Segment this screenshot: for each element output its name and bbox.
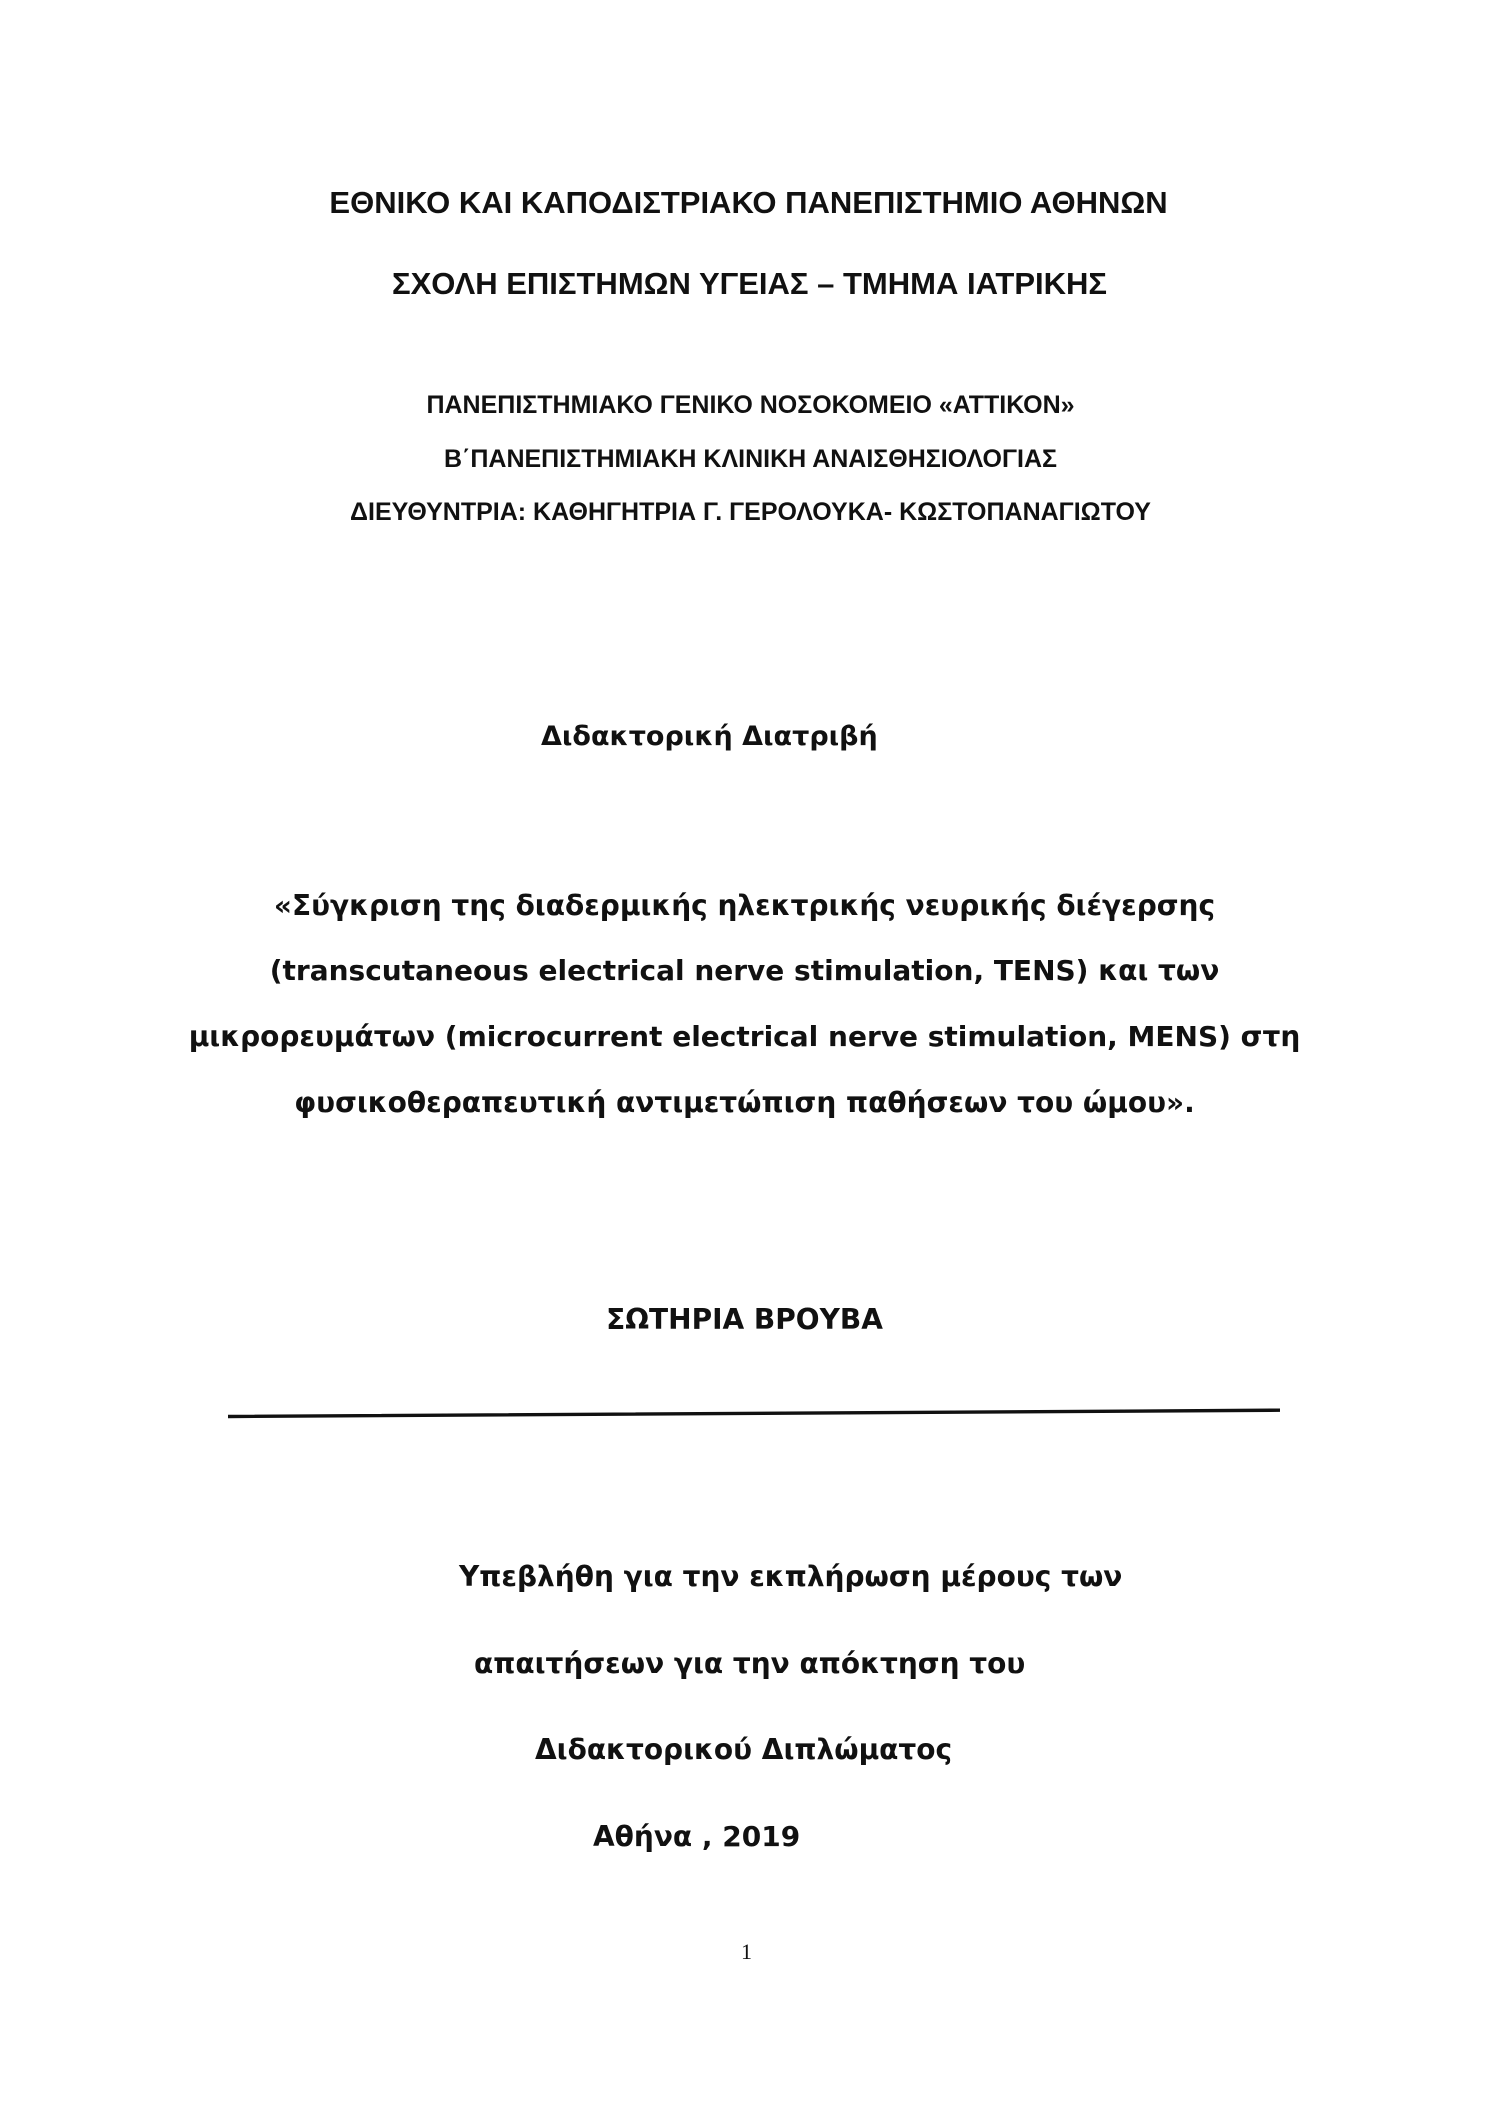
page-number: 1 — [741, 1939, 752, 1964]
place-date: Αθήνα , 2019 — [593, 1820, 801, 1853]
thesis-title-line: «Σύγκριση της διαδερμικής ηλεκτρικής νευρικής διέγερσης — [273, 889, 1216, 922]
clinic-name: Β΄ΠΑΝΕΠΙΣΤΗΜΙΑΚΗ ΚΛΙΝΙΚΗ ΑΝΑΙΣΘΗΣΙΟΛΟΓΙΑΣ — [443, 445, 1058, 473]
university-name: ΕΘΝΙΚΟ ΚΑΙ ΚΑΠΟΔΙΣΤΡΙΑΚΟ ΠΑΝΕΠΙΣΤΗΜΙΟ ΑΘΗΝΩΝ — [329, 185, 1168, 220]
thesis-title-line: μικρορευμάτων (microcurrent electrical nerve stimulation, MENS) στη — [188, 1020, 1301, 1053]
submission-statement-line: Υπεβλήθη για την εκπλήρωση μέρους των — [459, 1560, 1123, 1593]
school-name: ΣΧΟΛΗ ΕΠΙΣΤΗΜΩΝ ΥΓΕΙΑΣ – ΤΜΗΜΑ ΙΑΤΡΙΚΗΣ — [391, 266, 1107, 301]
separator-rule — [228, 1406, 1280, 1420]
author-name: ΣΩΤΗΡΙΑ ΒΡΟΥΒΑ — [606, 1303, 883, 1336]
submission-statement-line: απαιτήσεων για την απόκτηση του — [474, 1647, 1026, 1680]
thesis-title-line: (transcutaneous electrical nerve stimulation, TENS) και των — [269, 954, 1220, 987]
document-type: Διδακτορική Διατριβή — [541, 721, 878, 752]
director-name: ΔΙΕΥΘΥΝΤΡΙΑ: ΚΑΘΗΓΗΤΡΙΑ Γ. ΓΕΡΟΛΟΥΚΑ- ΚΩΣΤΟΠΑΝΑΓΙΩΤΟΥ — [350, 498, 1151, 526]
degree-name: Διδακτορικού Διπλώματος — [535, 1733, 953, 1766]
thesis-title-line: φυσικοθεραπευτική αντιμετώπιση παθήσεων του ώμου». — [294, 1086, 1195, 1119]
hospital-name: ΠΑΝΕΠΙΣΤΗΜΙΑΚΟ ΓΕΝΙΚΟ ΝΟΣΟΚΟΜΕΙΟ «ΑΤΤΙΚΟΝ» — [426, 391, 1075, 419]
